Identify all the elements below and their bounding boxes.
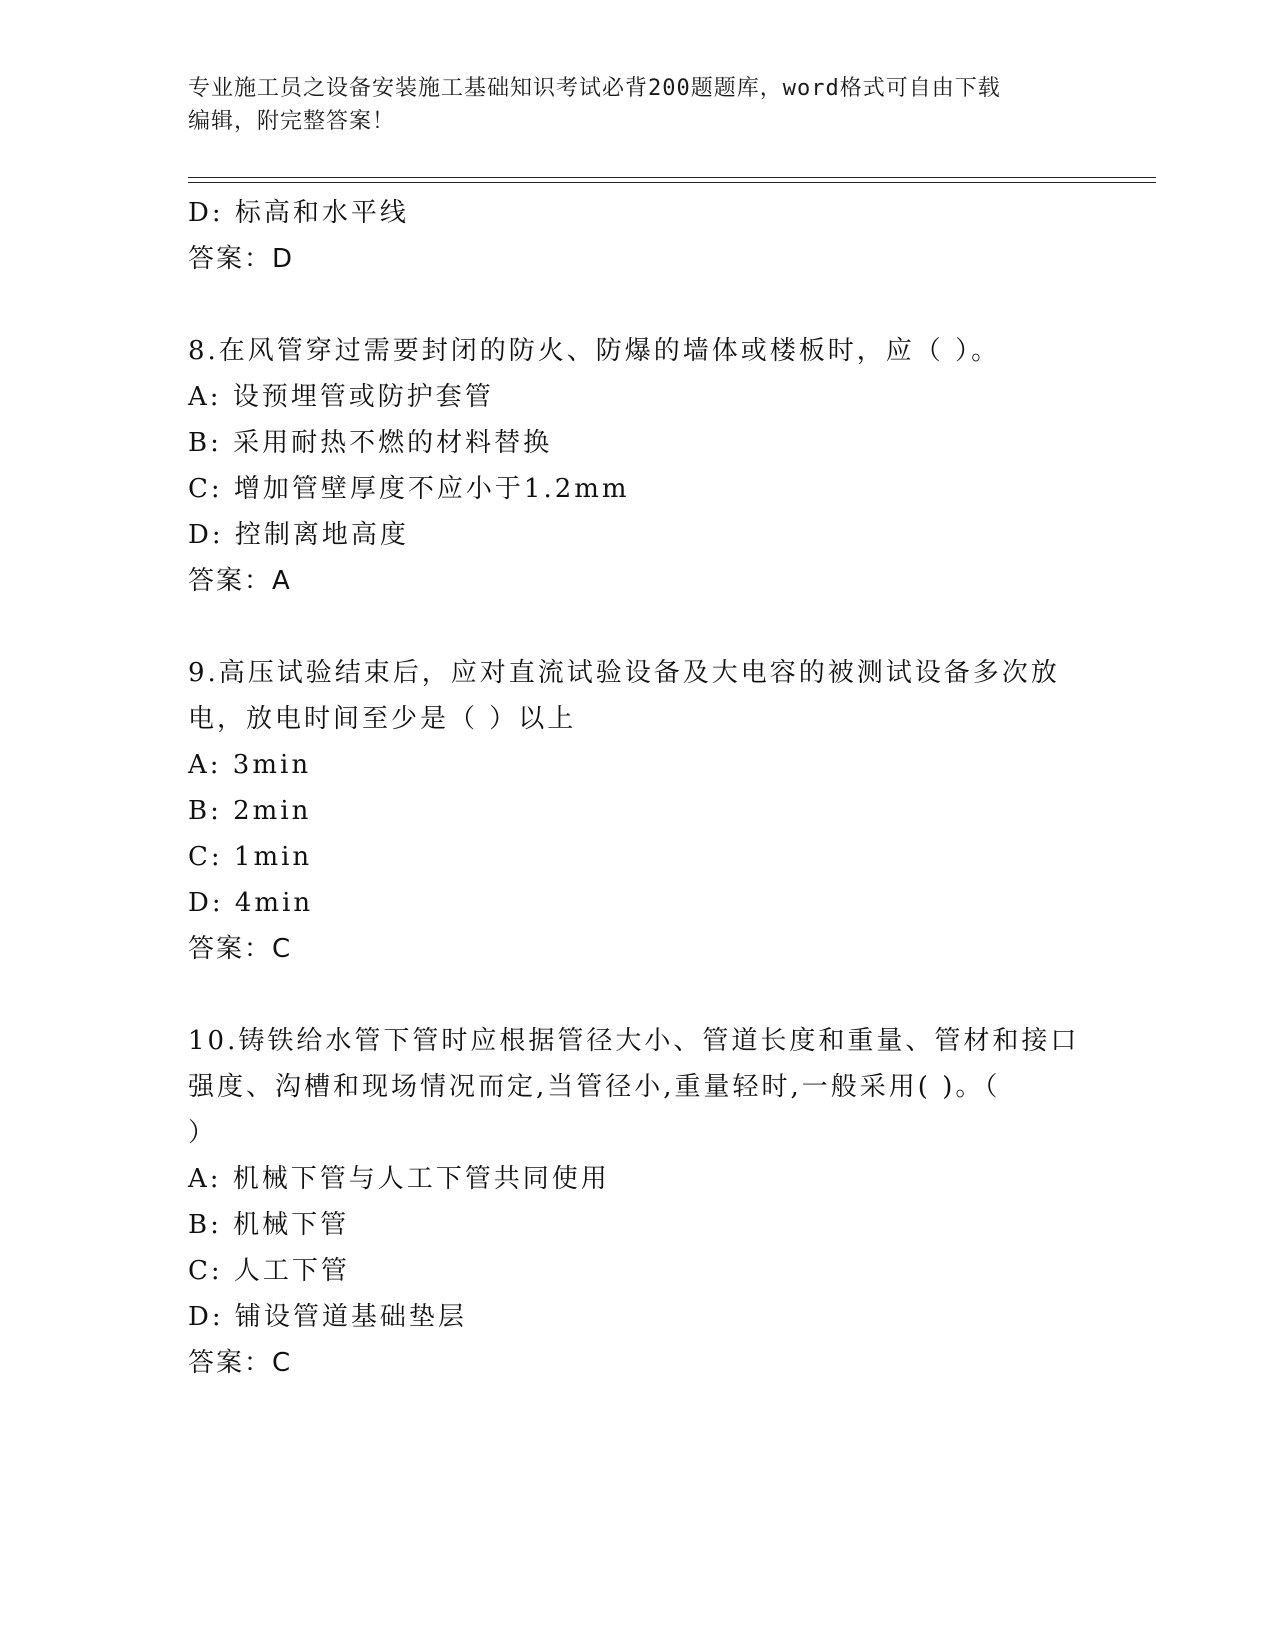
answer-line: 答案：C xyxy=(188,1348,293,1378)
answer-line: 答案：D xyxy=(188,244,295,274)
option-d: D: 铺设管道基础垫层 xyxy=(188,1302,467,1332)
question-stem-line-1: 9.高压试验结束后，应对直流试验设备及大电容的被测试设备多次放 xyxy=(188,658,1060,688)
spacer xyxy=(188,972,1088,1018)
question-content xyxy=(188,190,1088,1386)
option-d: D: 控制离地高度 xyxy=(188,520,409,550)
option-b: B: 机械下管 xyxy=(188,1210,350,1240)
question-stem-line-2: 电，放电时间至少是（ ）以上 xyxy=(188,704,577,734)
question-stem-line-1: 10.铸铁给水管下管时应根据管径大小、管道长度和重量、管材和接口 xyxy=(188,1026,1080,1056)
option-b: B: 采用耐热不燃的材料替换 xyxy=(188,428,553,458)
question-10 xyxy=(188,1018,1088,1386)
option-d: D: 标高和水平线 xyxy=(188,198,409,228)
question-8 xyxy=(188,328,1088,604)
answer-line: 答案：A xyxy=(188,566,292,596)
question-stem-line-3: ） xyxy=(188,1118,218,1148)
option-b: B: 2min xyxy=(188,796,312,826)
option-a: A: 3min xyxy=(188,750,312,780)
option-d: D: 4min xyxy=(188,888,314,918)
option-c: C: 人工下管 xyxy=(188,1256,350,1286)
header-title-line-1: 专业施工员之设备安装施工基础知识考试必背200题题库，word格式可自由下载 xyxy=(188,76,1001,101)
spacer xyxy=(188,282,1088,328)
document-header xyxy=(188,72,1088,138)
question-stem: 8.在风管穿过需要封闭的防火、防爆的墙体或楼板时，应（ ）。 xyxy=(188,336,1001,366)
option-a: A: 机械下管与人工下管共同使用 xyxy=(188,1164,610,1194)
header-rule-bottom xyxy=(188,182,1156,183)
header-title-line-2: 编辑，附完整答案！ xyxy=(188,109,396,134)
question-9 xyxy=(188,650,1088,972)
previous-question-tail xyxy=(188,190,1088,282)
option-a: A: 设预埋管或防护套管 xyxy=(188,382,494,412)
question-stem-line-2: 强度、沟槽和现场情况而定,当管径小,重量轻时,一般采用( )。（ xyxy=(188,1072,1001,1102)
header-rule-top xyxy=(188,177,1156,178)
spacer xyxy=(188,604,1088,650)
answer-line: 答案：C xyxy=(188,934,293,964)
option-c: C: 1min xyxy=(188,842,313,872)
option-c: C: 增加管壁厚度不应小于1.2mm xyxy=(188,474,630,504)
